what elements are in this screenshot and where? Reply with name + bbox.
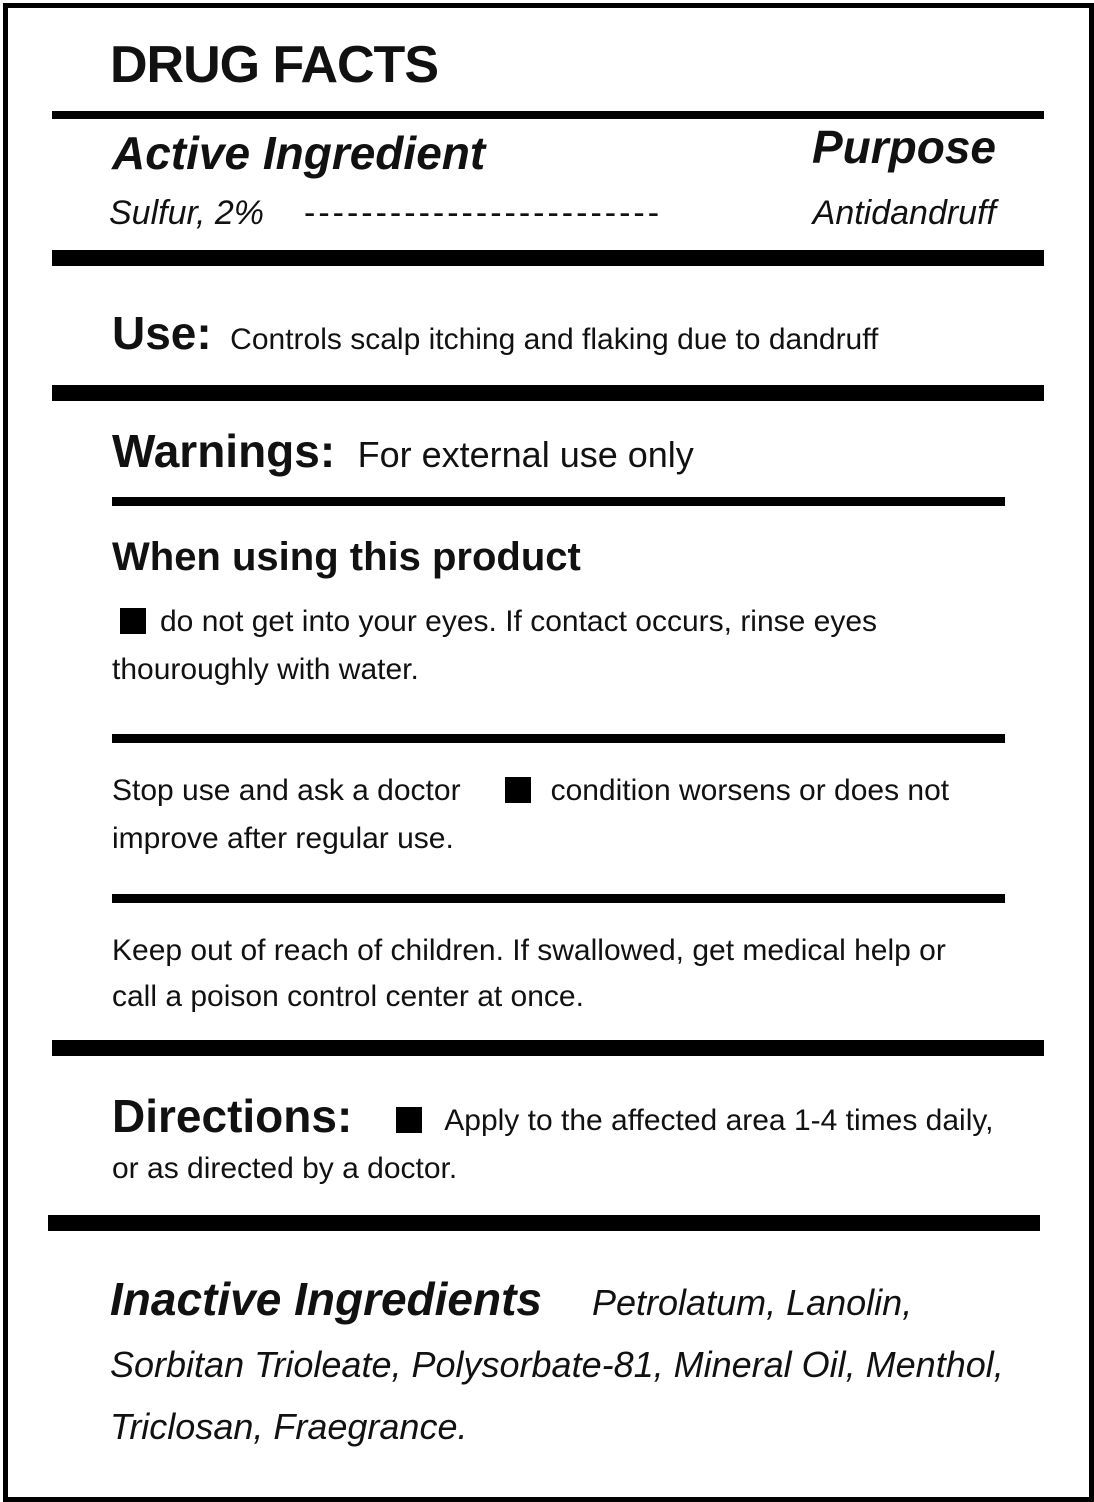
drug-facts-title: DRUG FACTS bbox=[110, 36, 438, 94]
when-using-text: do not get into your eyes. If contact occurs, rinse eyes thouroughly with water. bbox=[112, 605, 878, 686]
divider-keep-out bbox=[52, 1040, 1044, 1056]
purpose-value: Antidandruff bbox=[812, 194, 996, 232]
when-using-heading: When using this product bbox=[112, 535, 581, 579]
warnings-section bbox=[112, 424, 694, 478]
keep-out-text: Keep out of reach of children. If swallowed, get medical help or call a poison control center at once. bbox=[112, 934, 946, 1013]
bullet-square-icon bbox=[396, 1107, 422, 1133]
stop-use-block bbox=[112, 767, 1002, 863]
inactive-ingredients-block bbox=[110, 1268, 1010, 1458]
divider-active bbox=[52, 250, 1044, 266]
inactive-ingredients-heading: Inactive Ingredients bbox=[110, 1273, 543, 1325]
when-using-block bbox=[112, 598, 992, 694]
stop-use-label: Stop use and ask a doctor bbox=[112, 774, 461, 807]
divider-use bbox=[52, 385, 1044, 401]
directions-block bbox=[112, 1092, 1012, 1193]
active-ingredient-value: Sulfur, 2% bbox=[109, 194, 264, 232]
bullet-square-icon bbox=[505, 777, 531, 803]
directions-text: Apply to the affected area 1-4 times daily, or as directed by a doctor. bbox=[112, 1104, 994, 1185]
warnings-text: For external use only bbox=[357, 434, 694, 475]
divider-directions bbox=[48, 1215, 1040, 1231]
divider-top bbox=[52, 111, 1044, 119]
active-ingredient-heading: Active Ingredient bbox=[112, 127, 486, 179]
divider-warnings bbox=[112, 497, 1005, 506]
directions-label: Directions: bbox=[112, 1090, 353, 1142]
use-label: Use: bbox=[112, 307, 212, 359]
inactive-ingredients-text: Petrolatum, Lanolin, Sorbitan Trioleate, Polysorbate-81, Mineral Oil, Menthol, Triclosan, Fraegrance. bbox=[110, 1282, 1004, 1447]
bullet-square-icon bbox=[120, 608, 146, 634]
purpose-heading: Purpose bbox=[811, 121, 996, 173]
divider-when-using bbox=[112, 734, 1005, 743]
stop-use-text: condition worsens or does not improve after regular use. bbox=[112, 774, 950, 855]
dotted-leader: ------------------------- bbox=[304, 194, 663, 232]
use-text: Controls scalp itching and flaking due to dandruff bbox=[230, 323, 879, 356]
divider-stop-use bbox=[112, 894, 1005, 903]
use-section bbox=[112, 306, 878, 360]
warnings-label: Warnings: bbox=[112, 425, 336, 477]
